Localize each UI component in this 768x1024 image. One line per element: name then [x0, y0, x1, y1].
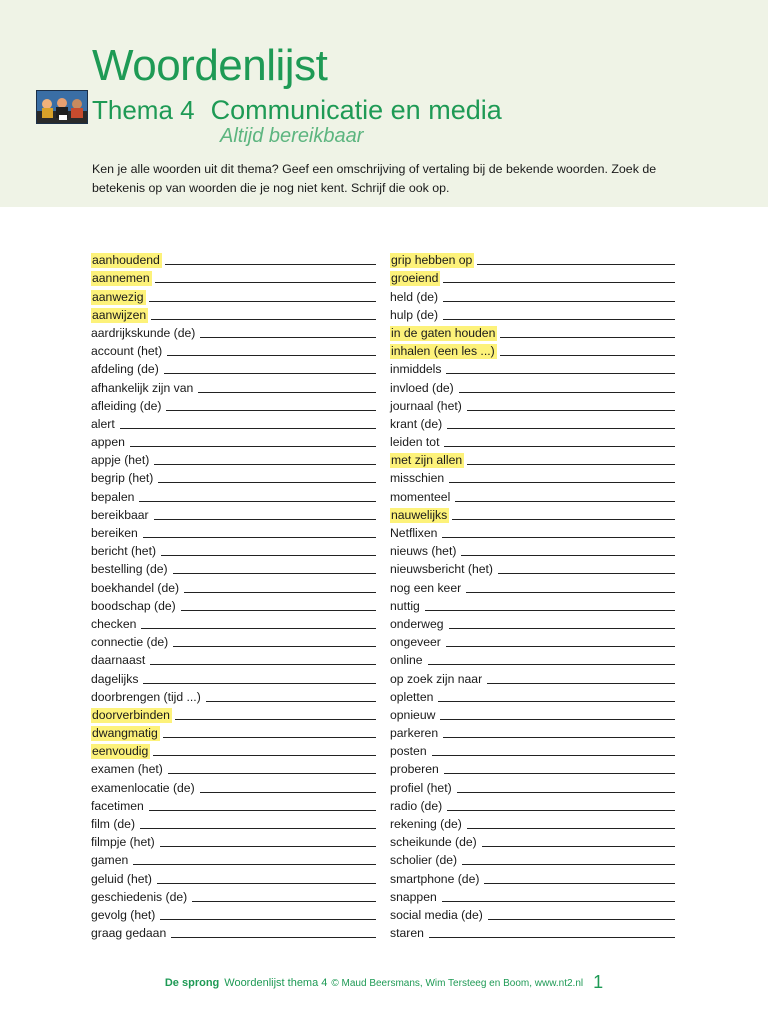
- word-row: [390, 432, 675, 450]
- answer-line[interactable]: [173, 646, 376, 647]
- word: bestelling (de): [91, 562, 168, 577]
- word-row: [91, 305, 376, 323]
- word: profiel (het): [390, 780, 452, 795]
- highlighted-word: met zijn allen: [391, 453, 463, 468]
- word-row: [91, 668, 376, 686]
- theme-thumbnail-image: [36, 90, 88, 124]
- word-row: [390, 414, 675, 432]
- word-row: [390, 523, 675, 541]
- word-row: [91, 577, 376, 595]
- word-row: [91, 796, 376, 814]
- word-row: [390, 614, 675, 632]
- answer-line[interactable]: [442, 537, 675, 538]
- answer-line[interactable]: [466, 592, 675, 593]
- word-row: [390, 741, 675, 759]
- answer-line[interactable]: [158, 482, 376, 483]
- word-row: [390, 814, 675, 832]
- word-row: [390, 832, 675, 850]
- word-row: [390, 777, 675, 795]
- word: bereikbaar: [91, 507, 149, 522]
- answer-line[interactable]: [467, 464, 675, 465]
- word-row: [91, 905, 376, 923]
- word: inmiddels: [390, 362, 442, 377]
- word-row: [390, 250, 675, 268]
- answer-line[interactable]: [160, 846, 376, 847]
- highlighted-word: doorverbinden: [92, 707, 170, 722]
- word-row: [91, 396, 376, 414]
- answer-line[interactable]: [488, 919, 675, 920]
- answer-line[interactable]: [143, 683, 376, 684]
- word: social media (de): [390, 907, 483, 922]
- word-row: [91, 486, 376, 504]
- footer-brand: De sprong: [164, 977, 220, 989]
- word: leiden tot: [390, 435, 440, 450]
- word: boekhandel (de): [91, 580, 180, 595]
- word: dagelijks: [91, 671, 139, 686]
- word: Netflixen: [390, 526, 438, 540]
- word: momenteel: [390, 489, 451, 504]
- answer-line[interactable]: [166, 410, 376, 411]
- answer-line[interactable]: [133, 864, 376, 865]
- highlighted-word: groeiend: [391, 271, 439, 286]
- word-row: [390, 705, 675, 723]
- word-row: [91, 632, 376, 650]
- footer-copyright: © Maud Beersmans, Wim Tersteeg en Boom, www.nt2.nl: [331, 978, 584, 989]
- highlighted-word: in de gaten houden: [391, 325, 496, 340]
- header-band: [0, 0, 768, 207]
- answer-line[interactable]: [139, 501, 376, 502]
- answer-line[interactable]: [163, 737, 376, 738]
- word-row: [390, 396, 675, 414]
- answer-line[interactable]: [467, 410, 675, 411]
- word-row: [91, 814, 376, 832]
- word-row: [390, 687, 675, 705]
- answer-line[interactable]: [444, 773, 675, 774]
- word-row: [390, 887, 675, 905]
- word: examenlocatie (de): [91, 780, 195, 795]
- answer-line[interactable]: [175, 719, 376, 720]
- word: krant (de): [390, 416, 443, 431]
- word: boodschap (de): [91, 598, 176, 613]
- word: rekening (de): [390, 817, 462, 831]
- answer-line[interactable]: [446, 373, 675, 374]
- answer-line[interactable]: [428, 664, 675, 665]
- footer-document-title: Woordenlijst thema 4: [224, 977, 328, 989]
- highlighted-word: aanwezig: [92, 289, 144, 304]
- word-row: [91, 705, 376, 723]
- word-row: [390, 650, 675, 668]
- word-row: [390, 559, 675, 577]
- word-row: [390, 668, 675, 686]
- word-row: [390, 486, 675, 504]
- answer-line[interactable]: [449, 482, 675, 483]
- word: onderweg: [390, 616, 444, 631]
- word-row: [390, 723, 675, 741]
- answer-line[interactable]: [455, 501, 675, 502]
- word: begrip (het): [91, 471, 154, 486]
- answer-line[interactable]: [443, 737, 675, 738]
- word: staren: [390, 926, 424, 941]
- theme-name: Communicatie en media: [210, 95, 502, 125]
- answer-line[interactable]: [461, 555, 675, 556]
- answer-line[interactable]: [429, 937, 675, 938]
- answer-line[interactable]: [157, 883, 376, 884]
- answer-line[interactable]: [154, 464, 376, 465]
- answer-line[interactable]: [120, 428, 376, 429]
- word-row: [390, 632, 675, 650]
- word-row: [390, 796, 675, 814]
- answer-line[interactable]: [153, 755, 376, 756]
- word: parkeren: [390, 726, 439, 741]
- answer-line[interactable]: [484, 883, 675, 884]
- word: appen: [91, 435, 125, 450]
- answer-line[interactable]: [446, 646, 675, 647]
- answer-line[interactable]: [449, 628, 675, 629]
- word: daarnaast: [91, 653, 146, 668]
- word: nieuws (het): [390, 544, 457, 559]
- word: ongeveer: [390, 635, 441, 650]
- word-row: [390, 286, 675, 304]
- answer-line[interactable]: [140, 828, 376, 829]
- word: invloed (de): [390, 380, 454, 395]
- answer-line[interactable]: [161, 555, 376, 556]
- answer-line[interactable]: [462, 864, 675, 865]
- word-list-right: [390, 250, 675, 941]
- highlighted-word: eenvoudig: [92, 744, 149, 759]
- word-row: [91, 268, 376, 286]
- word: geluid (het): [91, 871, 152, 886]
- answer-line[interactable]: [452, 519, 675, 520]
- word-row: [91, 377, 376, 395]
- word: held (de): [390, 289, 439, 304]
- answer-line[interactable]: [173, 573, 376, 574]
- word: online: [390, 653, 423, 668]
- word-row: [390, 505, 675, 523]
- highlighted-word: grip hebben op: [391, 253, 473, 268]
- answer-line[interactable]: [150, 664, 376, 665]
- word: opnieuw: [390, 707, 436, 722]
- word-row: [390, 541, 675, 559]
- word-row: [91, 723, 376, 741]
- answer-line[interactable]: [443, 319, 675, 320]
- answer-line[interactable]: [447, 810, 675, 811]
- answer-line[interactable]: [198, 392, 376, 393]
- word: gevolg (het): [91, 907, 156, 922]
- word-row: [91, 432, 376, 450]
- answer-line[interactable]: [143, 537, 376, 538]
- word: afdeling (de): [91, 362, 159, 377]
- word-row: [390, 923, 675, 941]
- word: nuttig: [390, 598, 420, 613]
- word-row: [91, 341, 376, 359]
- word-row: [390, 305, 675, 323]
- word-row: [91, 505, 376, 523]
- word: smartphone (de): [390, 871, 480, 886]
- word-row: [390, 596, 675, 614]
- highlighted-word: dwangmatig: [92, 726, 158, 741]
- answer-line[interactable]: [443, 301, 675, 302]
- word: journaal (het): [390, 398, 462, 413]
- word-row: [91, 541, 376, 559]
- word-row: [91, 832, 376, 850]
- word: gamen: [91, 853, 129, 868]
- page-number: 1: [593, 972, 604, 992]
- answer-line[interactable]: [442, 901, 675, 902]
- word: op zoek zijn naar: [390, 671, 483, 686]
- answer-line[interactable]: [200, 792, 376, 793]
- word-row: [91, 286, 376, 304]
- word: scholier (de): [390, 853, 458, 868]
- word: proberen: [390, 762, 439, 777]
- answer-line[interactable]: [438, 701, 675, 702]
- word: geschiedenis (de): [91, 889, 188, 904]
- word: nieuwsbericht (het): [390, 562, 493, 577]
- word: account (het): [91, 344, 163, 359]
- answer-line[interactable]: [141, 628, 376, 629]
- word-row: [91, 777, 376, 795]
- answer-line[interactable]: [184, 592, 376, 593]
- answer-line[interactable]: [500, 337, 675, 338]
- highlighted-word: aanwijzen: [92, 307, 147, 322]
- word: graag gedaan: [91, 926, 167, 941]
- answer-line[interactable]: [149, 810, 376, 811]
- footer: [0, 972, 768, 993]
- word-row: [390, 468, 675, 486]
- theme-subtitle: Altijd bereikbaar: [220, 125, 364, 147]
- answer-line[interactable]: [164, 373, 376, 374]
- word-row: [91, 650, 376, 668]
- word-row: [390, 577, 675, 595]
- word-row: [91, 887, 376, 905]
- answer-line[interactable]: [168, 773, 376, 774]
- answer-line[interactable]: [149, 301, 377, 302]
- word-row: [390, 868, 675, 886]
- word: film (de): [91, 817, 136, 831]
- theme-number: Thema 4: [92, 95, 195, 125]
- word: connectie (de): [91, 635, 169, 650]
- word-row: [91, 359, 376, 377]
- answer-line[interactable]: [500, 355, 675, 356]
- word-list-left: [91, 250, 376, 941]
- highlighted-word: aanhoudend: [92, 253, 160, 268]
- word: afleiding (de): [91, 398, 162, 413]
- word-row: [91, 614, 376, 632]
- word: bepalen: [91, 489, 135, 504]
- answer-line[interactable]: [165, 264, 376, 265]
- answer-line[interactable]: [206, 701, 376, 702]
- highlighted-word: aannemen: [92, 271, 150, 286]
- answer-line[interactable]: [467, 828, 675, 829]
- word-row: [91, 450, 376, 468]
- answer-line[interactable]: [457, 792, 675, 793]
- word: nog een keer: [390, 580, 462, 595]
- answer-line[interactable]: [181, 610, 376, 611]
- word: scheikunde (de): [390, 835, 477, 850]
- word: opletten: [390, 689, 434, 704]
- highlighted-word: inhalen (een les ...): [391, 344, 495, 359]
- word-row: [390, 323, 675, 341]
- answer-line[interactable]: [444, 446, 675, 447]
- answer-line[interactable]: [440, 719, 675, 720]
- word-row: [390, 450, 675, 468]
- answer-line[interactable]: [200, 337, 376, 338]
- answer-line[interactable]: [432, 755, 675, 756]
- word-row: [390, 268, 675, 286]
- answer-line[interactable]: [171, 937, 376, 938]
- word-row: [390, 905, 675, 923]
- answer-line[interactable]: [425, 610, 675, 611]
- highlighted-word: nauwelijks: [391, 507, 448, 522]
- word-row: [91, 596, 376, 614]
- word-row: [91, 850, 376, 868]
- word-row: [390, 759, 675, 777]
- answer-line[interactable]: [459, 392, 675, 393]
- word-row: [390, 850, 675, 868]
- page-title: Woordenlijst: [92, 41, 328, 90]
- answer-line[interactable]: [192, 901, 376, 902]
- word: bereiken: [91, 526, 138, 540]
- word-row: [91, 414, 376, 432]
- word-row: [390, 341, 675, 359]
- word: examen (het): [91, 762, 163, 777]
- word: posten: [390, 744, 427, 759]
- word-row: [91, 868, 376, 886]
- word-row: [91, 523, 376, 541]
- word-row: [91, 323, 376, 341]
- word: appje (het): [91, 453, 150, 468]
- word: snappen: [390, 889, 437, 904]
- answer-line[interactable]: [160, 919, 376, 920]
- answer-line[interactable]: [443, 282, 675, 283]
- word: radio (de): [390, 798, 443, 813]
- word: doorbrengen (tijd ...): [91, 689, 201, 704]
- word-row: [91, 687, 376, 705]
- word: aardrijkskunde (de): [91, 325, 196, 340]
- answer-line[interactable]: [167, 355, 376, 356]
- word: misschien: [390, 471, 445, 486]
- word-row: [91, 759, 376, 777]
- answer-line[interactable]: [154, 519, 376, 520]
- word-row: [91, 468, 376, 486]
- word-row: [91, 250, 376, 268]
- word: bericht (het): [91, 544, 157, 559]
- answer-line[interactable]: [151, 319, 376, 320]
- word-row: [91, 559, 376, 577]
- word-row: [390, 359, 675, 377]
- word-row: [390, 377, 675, 395]
- word: checken: [91, 616, 137, 631]
- answer-line[interactable]: [130, 446, 376, 447]
- word: filmpje (het): [91, 835, 155, 850]
- answer-line[interactable]: [487, 683, 675, 684]
- answer-line[interactable]: [155, 282, 376, 283]
- word-row: [91, 741, 376, 759]
- word-row: [91, 923, 376, 941]
- answer-line[interactable]: [498, 573, 675, 574]
- word: facetimen: [91, 798, 144, 813]
- word: afhankelijk zijn van: [91, 380, 194, 395]
- word: alert: [91, 416, 115, 431]
- answer-line[interactable]: [447, 428, 675, 429]
- answer-line[interactable]: [477, 264, 675, 265]
- word: hulp (de): [390, 307, 439, 322]
- intro-text: Ken je alle woorden uit dit thema? Geef een omschrijving of vertaling bij de bekende woorden. Zoek de betekenis op van woorden die je nog niet kent. Schrijf die ook op.: [92, 162, 657, 195]
- answer-line[interactable]: [482, 846, 675, 847]
